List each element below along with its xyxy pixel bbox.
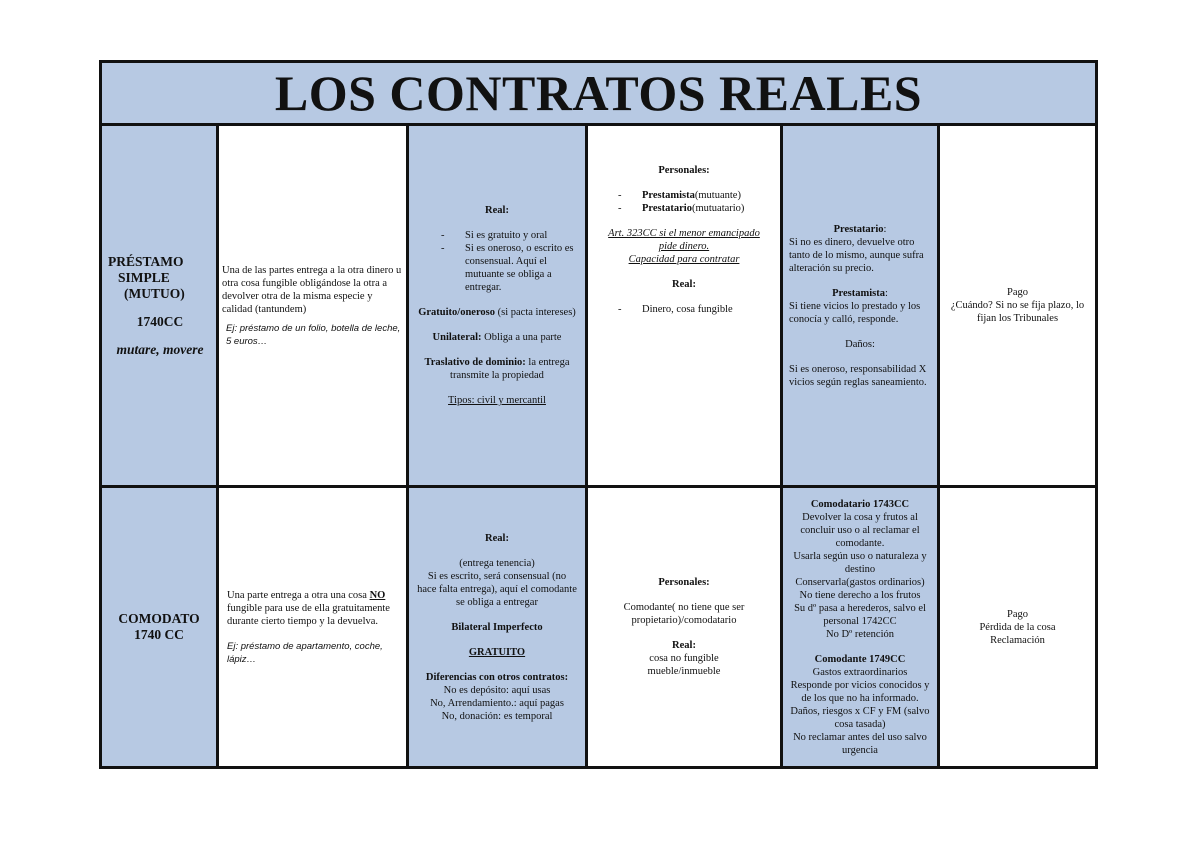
prestamo-article: 1740CC	[136, 313, 184, 329]
comodato-comodatario-2: Usarla según uso o naturaleza y destino	[793, 550, 927, 575]
prestamo-real-item-1: - Si es gratuito y oral	[441, 229, 577, 242]
comodato-elements-real-2: mueble/inmueble	[647, 666, 721, 677]
comodato-extinction-3: Reclamación	[990, 634, 1045, 646]
comodato-comodatario-label: Comodatario 1743CC	[810, 498, 910, 510]
prestamo-characteristics-cell	[409, 126, 588, 485]
row-comodato	[102, 488, 1095, 766]
prestamo-danos-label: Daños:	[845, 338, 875, 350]
prestamo-extinction-1: Pago	[1007, 287, 1028, 298]
comodato-comodatario-3: Conservarla(gastos ordinarios)	[795, 576, 925, 588]
prestamo-elements-cell	[588, 126, 783, 485]
prestamo-elements-real-1: - Dinero, cosa fungible	[618, 303, 770, 316]
comodato-comodatario-6: No Dº retención	[826, 628, 894, 640]
comodato-comodante-1: Gastos extraordinarios	[812, 666, 908, 678]
prestamo-traslativo: Traslativo de dominio: la entrega transmite la propiedad	[424, 357, 570, 381]
comodato-definition: Una parte entrega a otra una cosa NO fungible para use de ella gratuitamente durante cierto tiempo y la devuelva.	[227, 589, 390, 627]
page-title: LOS CONTRATOS REALES	[274, 65, 923, 121]
prestamo-gratuito: Gratuito/oneroso (si pacta intereses)	[418, 307, 576, 318]
comodato-diferencias-label: Diferencias con otros contratos:	[425, 671, 569, 683]
comodato-gratuito: GRATUITO	[468, 646, 526, 658]
prestamo-effects-cell	[783, 126, 940, 485]
comodato-elements-real-1: cosa no fungible	[649, 653, 719, 664]
prestamo-extinction-2: ¿Cuándo? Si no se fija plazo, lo fijan los Tribunales	[950, 300, 1085, 324]
row-prestamo	[102, 126, 1095, 488]
prestamo-personales-label: Personales:	[658, 165, 710, 176]
prestamo-unilateral: Unilateral: Obliga a una parte	[432, 332, 562, 343]
comodato-characteristics-cell	[409, 488, 588, 766]
prestamo-definition-cell	[219, 126, 409, 485]
prestamo-real-item-2: - Si es oneroso, o escrito es consensual. Aquí el mutuante se obliga a entregar.	[441, 242, 577, 294]
prestamo-tipos: Tipos: civil y mercantil	[448, 395, 546, 406]
comodato-real-1: (entrega tenencia)	[459, 557, 535, 569]
comodato-diferencia-1: No es depósito: aquí usas	[443, 684, 551, 696]
comodato-personales-text: Comodante( no tiene que ser propietario)/comodatario	[623, 602, 745, 626]
prestamo-elements-real-list	[598, 303, 770, 316]
comodato-comodante-label: Comodante 1749CC	[814, 653, 906, 665]
prestamo-latin: mutare, movere	[116, 341, 204, 357]
comodato-comodatario-5: Su dº pasa a herederos, salvo el personal 1742CC	[794, 602, 926, 627]
prestamo-prestatario-text: Si no es dinero, devuelve otro tanto de lo mismo, aunque sufra alteración su precio.	[789, 236, 924, 274]
comodato-real-2: Si es escrito, será consensual (no hace falta entrega), aquí el comodante se obliga a entregar	[417, 570, 577, 608]
prestamo-name-cell	[102, 126, 219, 485]
prestamo-personal-1: - Prestamista(mutuante)	[618, 189, 770, 202]
comodato-comodante-2: Responde por vicios conocidos y de los que no ha informado.	[790, 679, 930, 704]
comodato-diferencia-2: No, Arrendamiento.: aquí pagas	[430, 697, 564, 709]
comodato-extinction-1: Pago	[1007, 608, 1028, 620]
prestamo-danos-text: Si es oneroso, responsabilidad X vicios según reglas saneamiento.	[789, 363, 927, 388]
comodato-name-1: COMODATO	[118, 611, 200, 626]
comodato-definition-cell	[219, 488, 409, 766]
prestamo-personal-2: - Prestatario(mutuatario)	[618, 202, 770, 215]
comodato-extinction-cell	[940, 488, 1095, 766]
prestamo-personales-list	[598, 189, 770, 215]
prestamo-prestamista-text: Si tiene vicios lo prestado y los conocía y calló, responde.	[789, 300, 921, 325]
comodato-elements-cell	[588, 488, 783, 766]
prestamo-capacidad: Capacidad para contratar	[628, 254, 740, 265]
prestamo-definition: Una de las partes entrega a la otra dinero u otra cosa fungible obligándose la otra a devolver otra de la misma especie y calidad (tantundem)	[222, 264, 402, 315]
comodato-example: Ej: préstamo de apartamento, coche, lápiz…	[227, 640, 383, 665]
comodato-real-label: Real:	[485, 532, 509, 544]
prestamo-prestamista-label: Prestamista:	[832, 287, 888, 299]
prestamo-elements-real-label: Real:	[672, 279, 696, 290]
comodato-personales-label: Personales:	[658, 577, 710, 588]
prestamo-prestatario-label: Prestatario:	[833, 223, 887, 235]
comodato-name-2: 1740 CC	[134, 627, 184, 642]
prestamo-extinction-cell	[940, 126, 1095, 485]
comodato-extinction-2: Pérdida de la cosa	[979, 621, 1056, 633]
comodato-effects-cell	[783, 488, 940, 766]
title-bar	[102, 63, 1095, 126]
prestamo-example: Ej: préstamo de un folio, botella de leche, 5 euros…	[226, 322, 401, 347]
comodato-elements-real-label: Real:	[672, 640, 696, 651]
comodato-bilateral: Bilateral Imperfecto	[451, 621, 543, 633]
prestamo-real-label: Real:	[485, 205, 509, 216]
comodato-comodante-4: No reclamar antes del uso salvo urgencia	[793, 731, 927, 756]
prestamo-real-list	[417, 229, 577, 294]
prestamo-name-2: SIMPLE	[118, 269, 170, 285]
contracts-table	[99, 60, 1098, 769]
comodato-name-cell	[102, 488, 219, 766]
comodato-diferencia-3: No, donación: es temporal	[441, 710, 553, 722]
comodato-comodatario-4: No tiene derecho a los frutos	[799, 589, 921, 601]
comodato-comodatario-1: Devolver la cosa y frutos al concluir uso o al reclamar el comodante.	[800, 511, 920, 549]
comodato-comodante-3: Daños, riesgos x CF y FM (salvo cosa tasada)	[790, 705, 930, 730]
prestamo-art-note: Art. 323CC si el menor emancipado pide dinero.	[608, 228, 760, 252]
prestamo-name-3: (MUTUO)	[124, 285, 185, 301]
prestamo-name-1: PRÉSTAMO	[108, 253, 184, 269]
